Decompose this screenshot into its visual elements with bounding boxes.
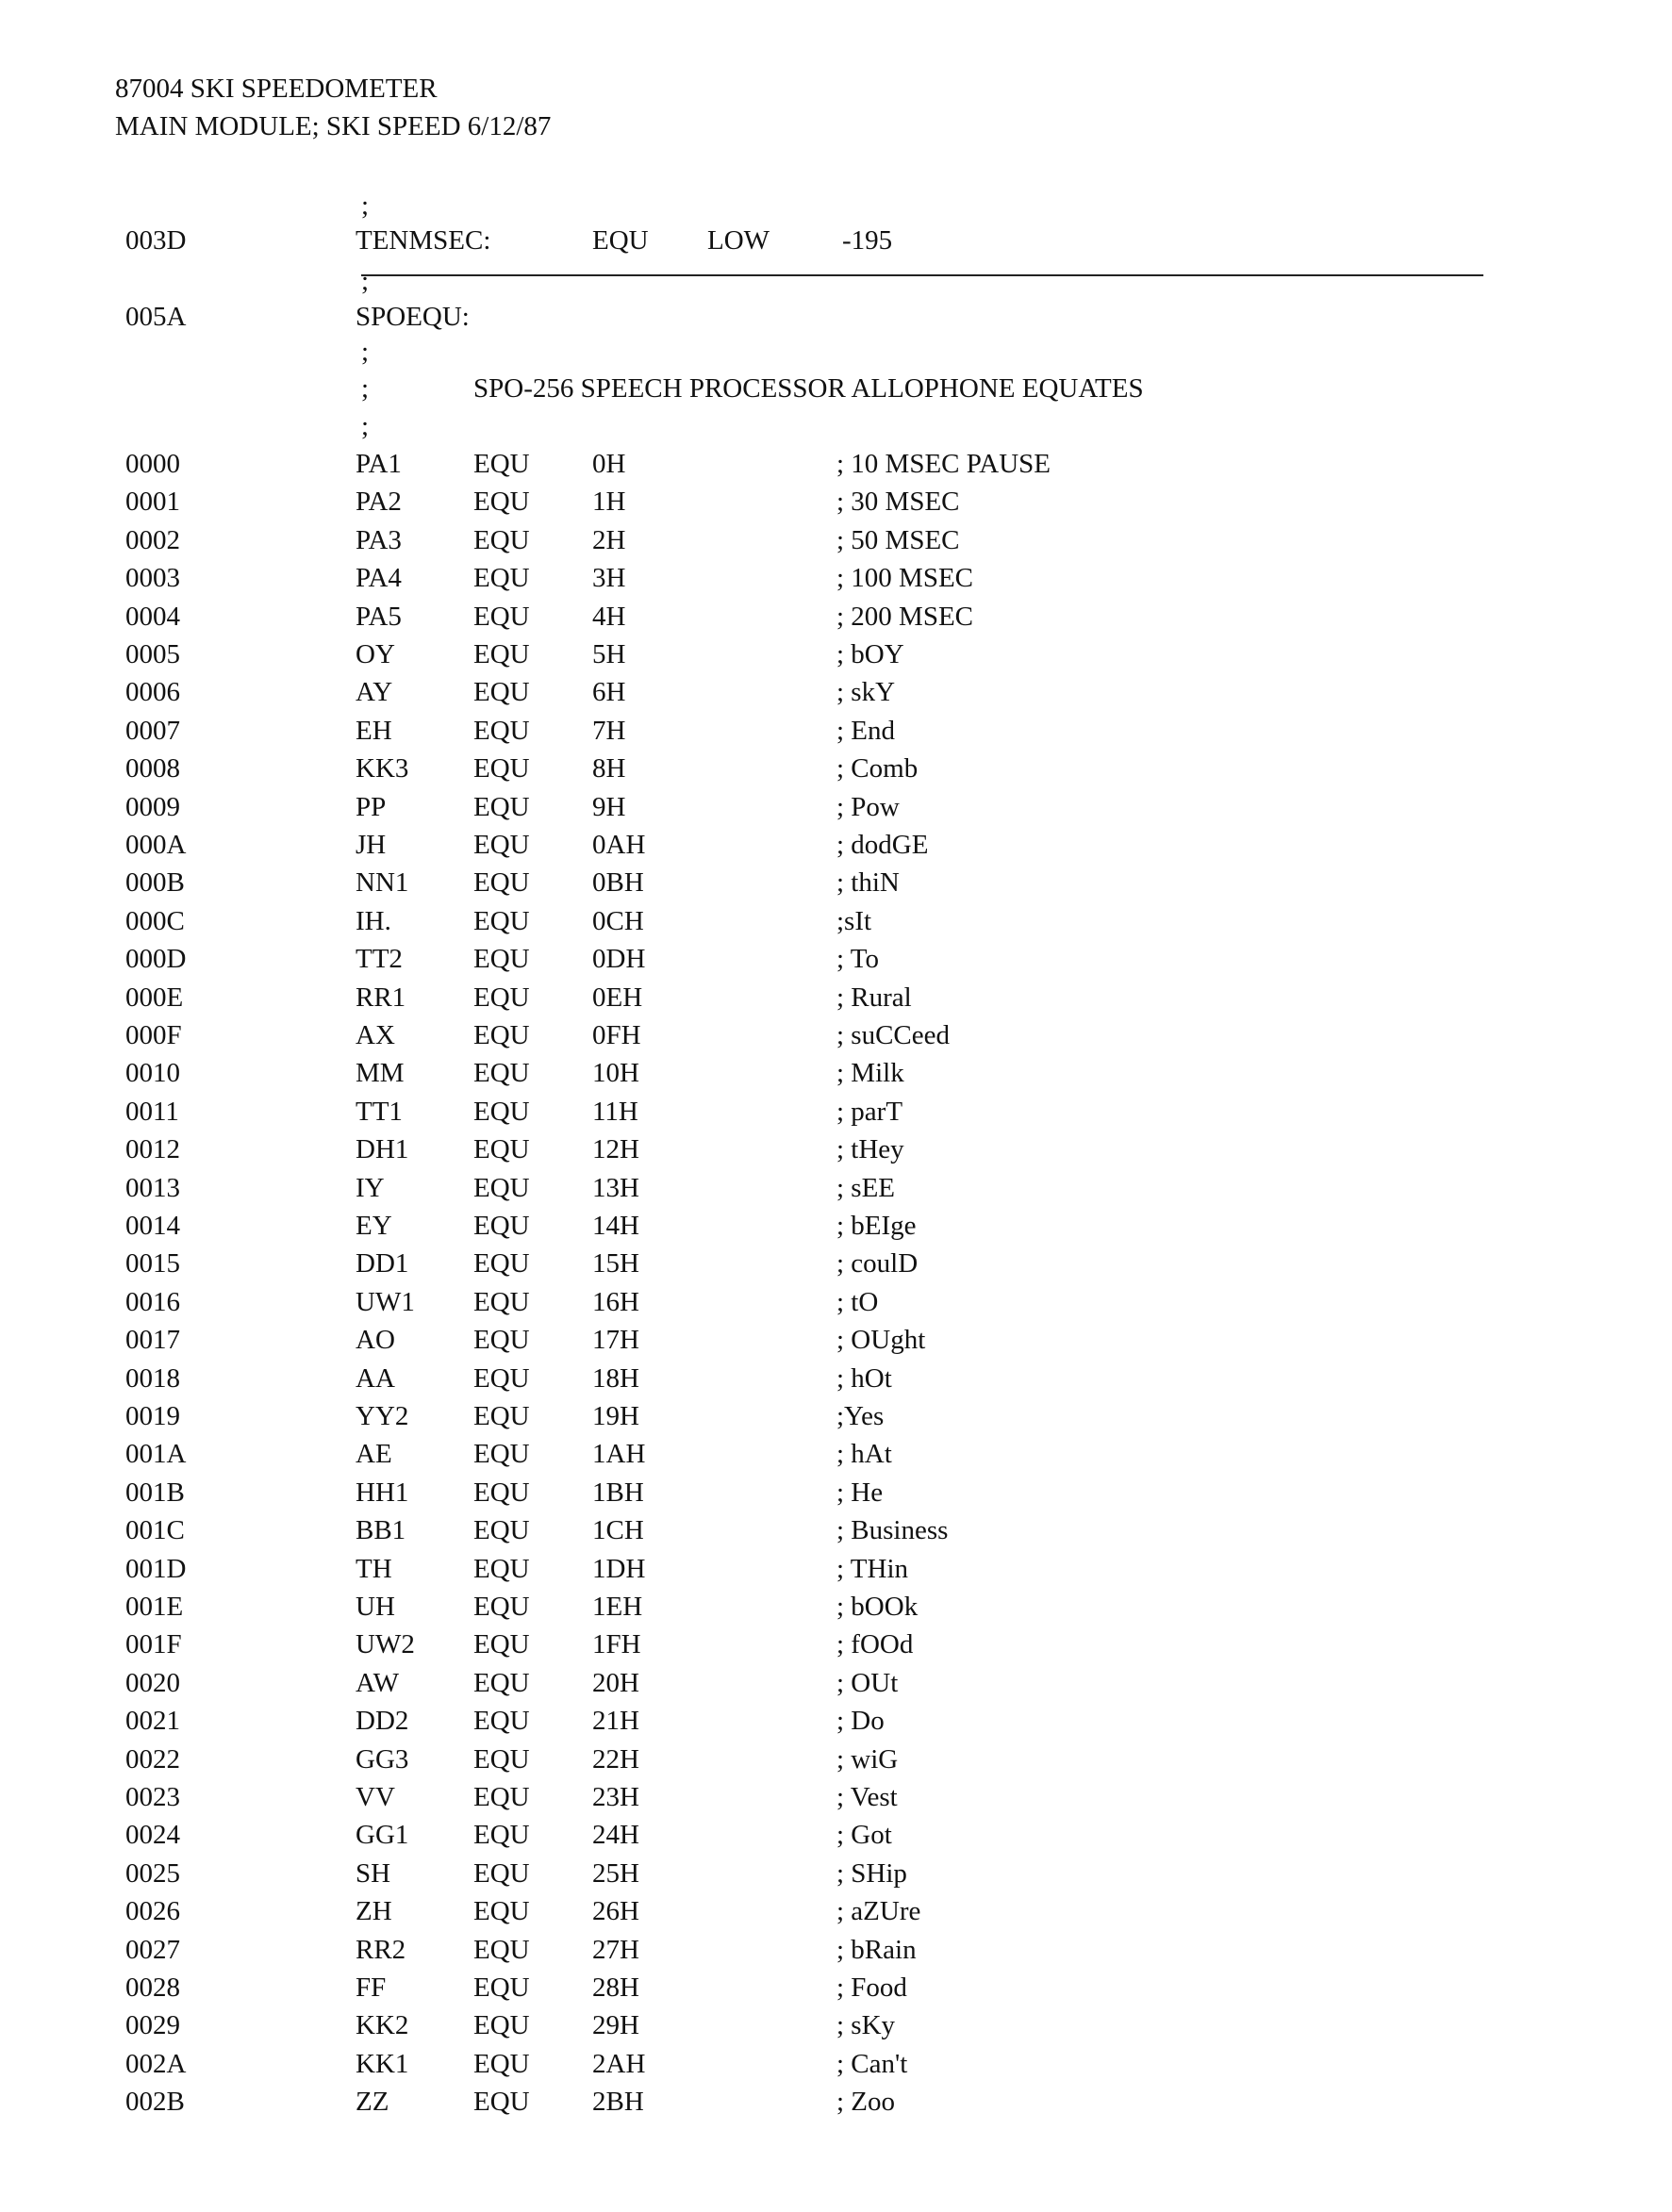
opcode: EQU	[473, 755, 530, 783]
value: 0BH	[592, 869, 644, 897]
comment: ; Comb	[836, 755, 918, 783]
opcode: EQU	[473, 679, 530, 706]
comment: ; OUght	[836, 1327, 925, 1354]
opcode: EQU	[473, 832, 530, 859]
opcode: EQU	[473, 946, 530, 973]
opcode: EQU	[473, 603, 530, 631]
opcode: EQU	[473, 1441, 530, 1468]
symbol: TT1	[356, 1098, 403, 1126]
comment: ; coulD	[836, 1250, 918, 1278]
value: 0CH	[592, 908, 644, 935]
symbol: JH	[356, 832, 386, 859]
value: 18H	[592, 1365, 639, 1393]
comment-semicolon: ;	[361, 268, 369, 295]
comment: ; hAt	[836, 1441, 892, 1468]
opcode: EQU	[473, 1289, 530, 1316]
address: 0015	[125, 1250, 180, 1278]
address: 0025	[125, 1860, 180, 1888]
address: 0024	[125, 1822, 180, 1849]
comment: ; 100 MSEC	[836, 565, 973, 592]
value: 29H	[592, 2012, 639, 2039]
symbol: HH1	[356, 1479, 408, 1507]
comment: ; thiN	[836, 869, 900, 897]
value: 2H	[592, 527, 625, 554]
comment: ; Vest	[836, 1784, 898, 1811]
address: 0011	[125, 1098, 179, 1126]
comment: ; Zoo	[836, 2088, 895, 2116]
address: 001E	[125, 1593, 183, 1621]
symbol: TH	[356, 1556, 392, 1583]
symbol: VV	[356, 1784, 395, 1811]
comment: ; 50 MSEC	[836, 527, 960, 554]
opcode: EQU	[473, 1822, 530, 1849]
opcode: EQU	[473, 1708, 530, 1735]
symbol: SH	[356, 1860, 390, 1888]
address: 0010	[125, 1060, 180, 1087]
value: 4H	[592, 603, 625, 631]
comment: ; 10 MSEC PAUSE	[836, 451, 1051, 478]
symbol: RR1	[356, 984, 406, 1012]
value: 25H	[592, 1860, 639, 1888]
opcode: EQU	[473, 869, 530, 897]
address: 0016	[125, 1289, 180, 1316]
opcode: EQU	[473, 1098, 530, 1126]
comment: ; Rural	[836, 984, 912, 1012]
value: 12H	[592, 1136, 639, 1164]
comment: ;sIt	[836, 908, 871, 935]
symbol: IH.	[356, 908, 391, 935]
symbol: PA1	[356, 451, 402, 478]
value: 1BH	[592, 1479, 644, 1507]
symbol: GG3	[356, 1746, 408, 1774]
address: 0007	[125, 718, 180, 745]
symbol: MM	[356, 1060, 405, 1087]
address: 0006	[125, 679, 180, 706]
value: 2AH	[592, 2051, 645, 2078]
comment: ; skY	[836, 679, 895, 706]
value: 1DH	[592, 1556, 645, 1583]
value: 0H	[592, 451, 625, 478]
comment-semicolon: ;	[361, 413, 369, 440]
value: 15H	[592, 1250, 639, 1278]
value: 1H	[592, 488, 625, 516]
value: 0FH	[592, 1022, 641, 1049]
value: 1AH	[592, 1441, 645, 1468]
value: 16H	[592, 1289, 639, 1316]
comment-semicolon: ;	[361, 375, 369, 403]
value: 1CH	[592, 1517, 644, 1544]
address: 0013	[125, 1175, 180, 1202]
value: 6H	[592, 679, 625, 706]
opcode: EQU	[473, 1517, 530, 1544]
symbol: UW2	[356, 1631, 415, 1659]
symbol: PP	[356, 794, 386, 821]
value: 9H	[592, 794, 625, 821]
opcode: EQU	[473, 527, 530, 554]
comment: ; 30 MSEC	[836, 488, 960, 516]
opcode: EQU	[473, 2088, 530, 2116]
symbol: UH	[356, 1593, 395, 1621]
value: 24H	[592, 1822, 639, 1849]
comment: ; suCCeed	[836, 1022, 950, 1049]
address: 0026	[125, 1898, 180, 1925]
address: 000C	[125, 908, 185, 935]
comment: ; dodGE	[836, 832, 928, 859]
opcode: EQU	[473, 1898, 530, 1925]
comment: ; Do	[836, 1708, 885, 1735]
symbol: NN1	[356, 869, 408, 897]
value: 0AH	[592, 832, 645, 859]
comment: ; Milk	[836, 1060, 904, 1087]
address: 0019	[125, 1403, 180, 1430]
symbol: BB1	[356, 1517, 406, 1544]
comment: ;Yes	[836, 1403, 884, 1430]
address: 003D	[125, 227, 186, 255]
address: 000B	[125, 869, 185, 897]
opcode: EQU	[473, 1593, 530, 1621]
comment: ; SHip	[836, 1860, 907, 1888]
symbol: KK1	[356, 2051, 408, 2078]
address: 0017	[125, 1327, 180, 1354]
value: 13H	[592, 1175, 639, 1202]
value: 26H	[592, 1898, 639, 1925]
address: 0020	[125, 1670, 180, 1697]
comment: ; fOOd	[836, 1631, 913, 1659]
comment: ; bRain	[836, 1937, 917, 1964]
comment: ; Got	[836, 1822, 892, 1849]
value: 27H	[592, 1937, 639, 1964]
comment: ; OUt	[836, 1670, 898, 1697]
opcode: EQU	[592, 227, 649, 255]
separator-line	[361, 274, 1483, 276]
address: 0002	[125, 527, 180, 554]
symbol: AY	[356, 679, 392, 706]
address: 0027	[125, 1937, 180, 1964]
address: 001F	[125, 1631, 182, 1659]
address: 002B	[125, 2088, 185, 2116]
section-title: SPO-256 SPEECH PROCESSOR ALLOPHONE EQUATES	[473, 375, 1144, 403]
comment: ; End	[836, 718, 895, 745]
value: 5H	[592, 641, 625, 669]
value: 22H	[592, 1746, 639, 1774]
symbol: UW1	[356, 1289, 415, 1316]
symbol: AW	[356, 1670, 399, 1697]
opcode: EQU	[473, 1860, 530, 1888]
comment: ; He	[836, 1479, 883, 1507]
comment: ; sKy	[836, 2012, 895, 2039]
address: 0003	[125, 565, 180, 592]
opcode: EQU	[473, 2051, 530, 2078]
opcode: EQU	[473, 1479, 530, 1507]
value: 10H	[592, 1060, 639, 1087]
comment: ; Can't	[836, 2051, 907, 2078]
opcode: EQU	[473, 1556, 530, 1583]
value: 21H	[592, 1708, 639, 1735]
comment: ; hOt	[836, 1365, 892, 1393]
address: 000D	[125, 946, 186, 973]
value: 1EH	[592, 1593, 642, 1621]
symbol: PA2	[356, 488, 402, 516]
comment: ; Business	[836, 1517, 948, 1544]
comment-semicolon: ;	[361, 338, 369, 366]
address: 0028	[125, 1974, 180, 2002]
address: 0012	[125, 1136, 180, 1164]
symbol: IY	[356, 1175, 385, 1202]
opcode: EQU	[473, 1136, 530, 1164]
opcode: EQU	[473, 794, 530, 821]
address: 000F	[125, 1022, 182, 1049]
symbol: DH1	[356, 1136, 408, 1164]
comment: ; parT	[836, 1098, 902, 1126]
address: 0022	[125, 1746, 180, 1774]
comment-semicolon: ;	[361, 192, 369, 220]
address: 0005	[125, 641, 180, 669]
document-subtitle: MAIN MODULE; SKI SPEED 6/12/87	[115, 113, 551, 140]
opcode: EQU	[473, 1670, 530, 1697]
opcode: EQU	[473, 1022, 530, 1049]
comment: ; bOOk	[836, 1593, 918, 1621]
value: 2BH	[592, 2088, 644, 2116]
value: 8H	[592, 755, 625, 783]
comment: ; tHey	[836, 1136, 904, 1164]
address: 001A	[125, 1441, 186, 1468]
value: 7H	[592, 718, 625, 745]
address: 005A	[125, 304, 186, 331]
document-title: 87004 SKI SPEEDOMETER	[115, 75, 438, 103]
address: 0004	[125, 603, 180, 631]
opcode: EQU	[473, 1327, 530, 1354]
comment: ; Pow	[836, 794, 900, 821]
address: 002A	[125, 2051, 186, 2078]
opcode: EQU	[473, 1060, 530, 1087]
address: 001B	[125, 1479, 185, 1507]
address: 0018	[125, 1365, 180, 1393]
comment: ; tO	[836, 1289, 878, 1316]
label: SPOEQU:	[356, 304, 470, 331]
comment: ; bEIge	[836, 1213, 917, 1240]
opcode: EQU	[473, 565, 530, 592]
symbol: PA3	[356, 527, 402, 554]
address: 0001	[125, 488, 180, 516]
opcode: EQU	[473, 1213, 530, 1240]
opcode: EQU	[473, 1974, 530, 2002]
symbol: PA4	[356, 565, 402, 592]
symbol: DD2	[356, 1708, 408, 1735]
symbol: ZZ	[356, 2088, 389, 2116]
opcode: EQU	[473, 1365, 530, 1393]
symbol: GG1	[356, 1822, 408, 1849]
comment: ; Food	[836, 1974, 907, 2002]
symbol: EY	[356, 1213, 392, 1240]
comment: ; To	[836, 946, 879, 973]
opcode: EQU	[473, 488, 530, 516]
opcode: EQU	[473, 1175, 530, 1202]
comment: ; THin	[836, 1556, 908, 1583]
symbol: RR2	[356, 1937, 406, 1964]
comment: ; 200 MSEC	[836, 603, 973, 631]
symbol: AO	[356, 1327, 395, 1354]
address: 0023	[125, 1784, 180, 1811]
comment: ; aZUre	[836, 1898, 920, 1925]
opcode: EQU	[473, 1746, 530, 1774]
symbol: FF	[356, 1974, 386, 2002]
symbol: AX	[356, 1022, 395, 1049]
symbol: AE	[356, 1441, 392, 1468]
symbol: YY2	[356, 1403, 408, 1430]
symbol: TT2	[356, 946, 403, 973]
symbol: KK2	[356, 2012, 408, 2039]
comment: ; wiG	[836, 1746, 898, 1774]
address: 001C	[125, 1517, 185, 1544]
value: 19H	[592, 1403, 639, 1430]
value: 14H	[592, 1213, 639, 1240]
symbol: OY	[356, 641, 395, 669]
address: 0029	[125, 2012, 180, 2039]
address: 0014	[125, 1213, 180, 1240]
value: -195	[842, 227, 892, 255]
comment: ; bOY	[836, 641, 904, 669]
symbol: AA	[356, 1365, 395, 1393]
label: TENMSEC:	[356, 227, 490, 255]
symbol: ZH	[356, 1898, 392, 1925]
address: 0021	[125, 1708, 180, 1735]
value: 17H	[592, 1327, 639, 1354]
opcode: EQU	[473, 718, 530, 745]
value: 23H	[592, 1784, 639, 1811]
opcode: EQU	[473, 1631, 530, 1659]
operand: LOW	[707, 227, 770, 255]
address: 000E	[125, 984, 183, 1012]
comment: ; sEE	[836, 1175, 895, 1202]
value: 0EH	[592, 984, 642, 1012]
address: 0000	[125, 451, 180, 478]
symbol: DD1	[356, 1250, 408, 1278]
opcode: EQU	[473, 2012, 530, 2039]
opcode: EQU	[473, 1403, 530, 1430]
value: 20H	[592, 1670, 639, 1697]
address: 0008	[125, 755, 180, 783]
symbol: PA5	[356, 603, 402, 631]
opcode: EQU	[473, 641, 530, 669]
opcode: EQU	[473, 1937, 530, 1964]
value: 1FH	[592, 1631, 641, 1659]
value: 28H	[592, 1974, 639, 2002]
address: 0009	[125, 794, 180, 821]
address: 000A	[125, 832, 186, 859]
address: 001D	[125, 1556, 186, 1583]
opcode: EQU	[473, 908, 530, 935]
symbol: KK3	[356, 755, 408, 783]
opcode: EQU	[473, 451, 530, 478]
opcode: EQU	[473, 1784, 530, 1811]
value: 3H	[592, 565, 625, 592]
value: 11H	[592, 1098, 638, 1126]
opcode: EQU	[473, 1250, 530, 1278]
value: 0DH	[592, 946, 645, 973]
symbol: EH	[356, 718, 392, 745]
opcode: EQU	[473, 984, 530, 1012]
